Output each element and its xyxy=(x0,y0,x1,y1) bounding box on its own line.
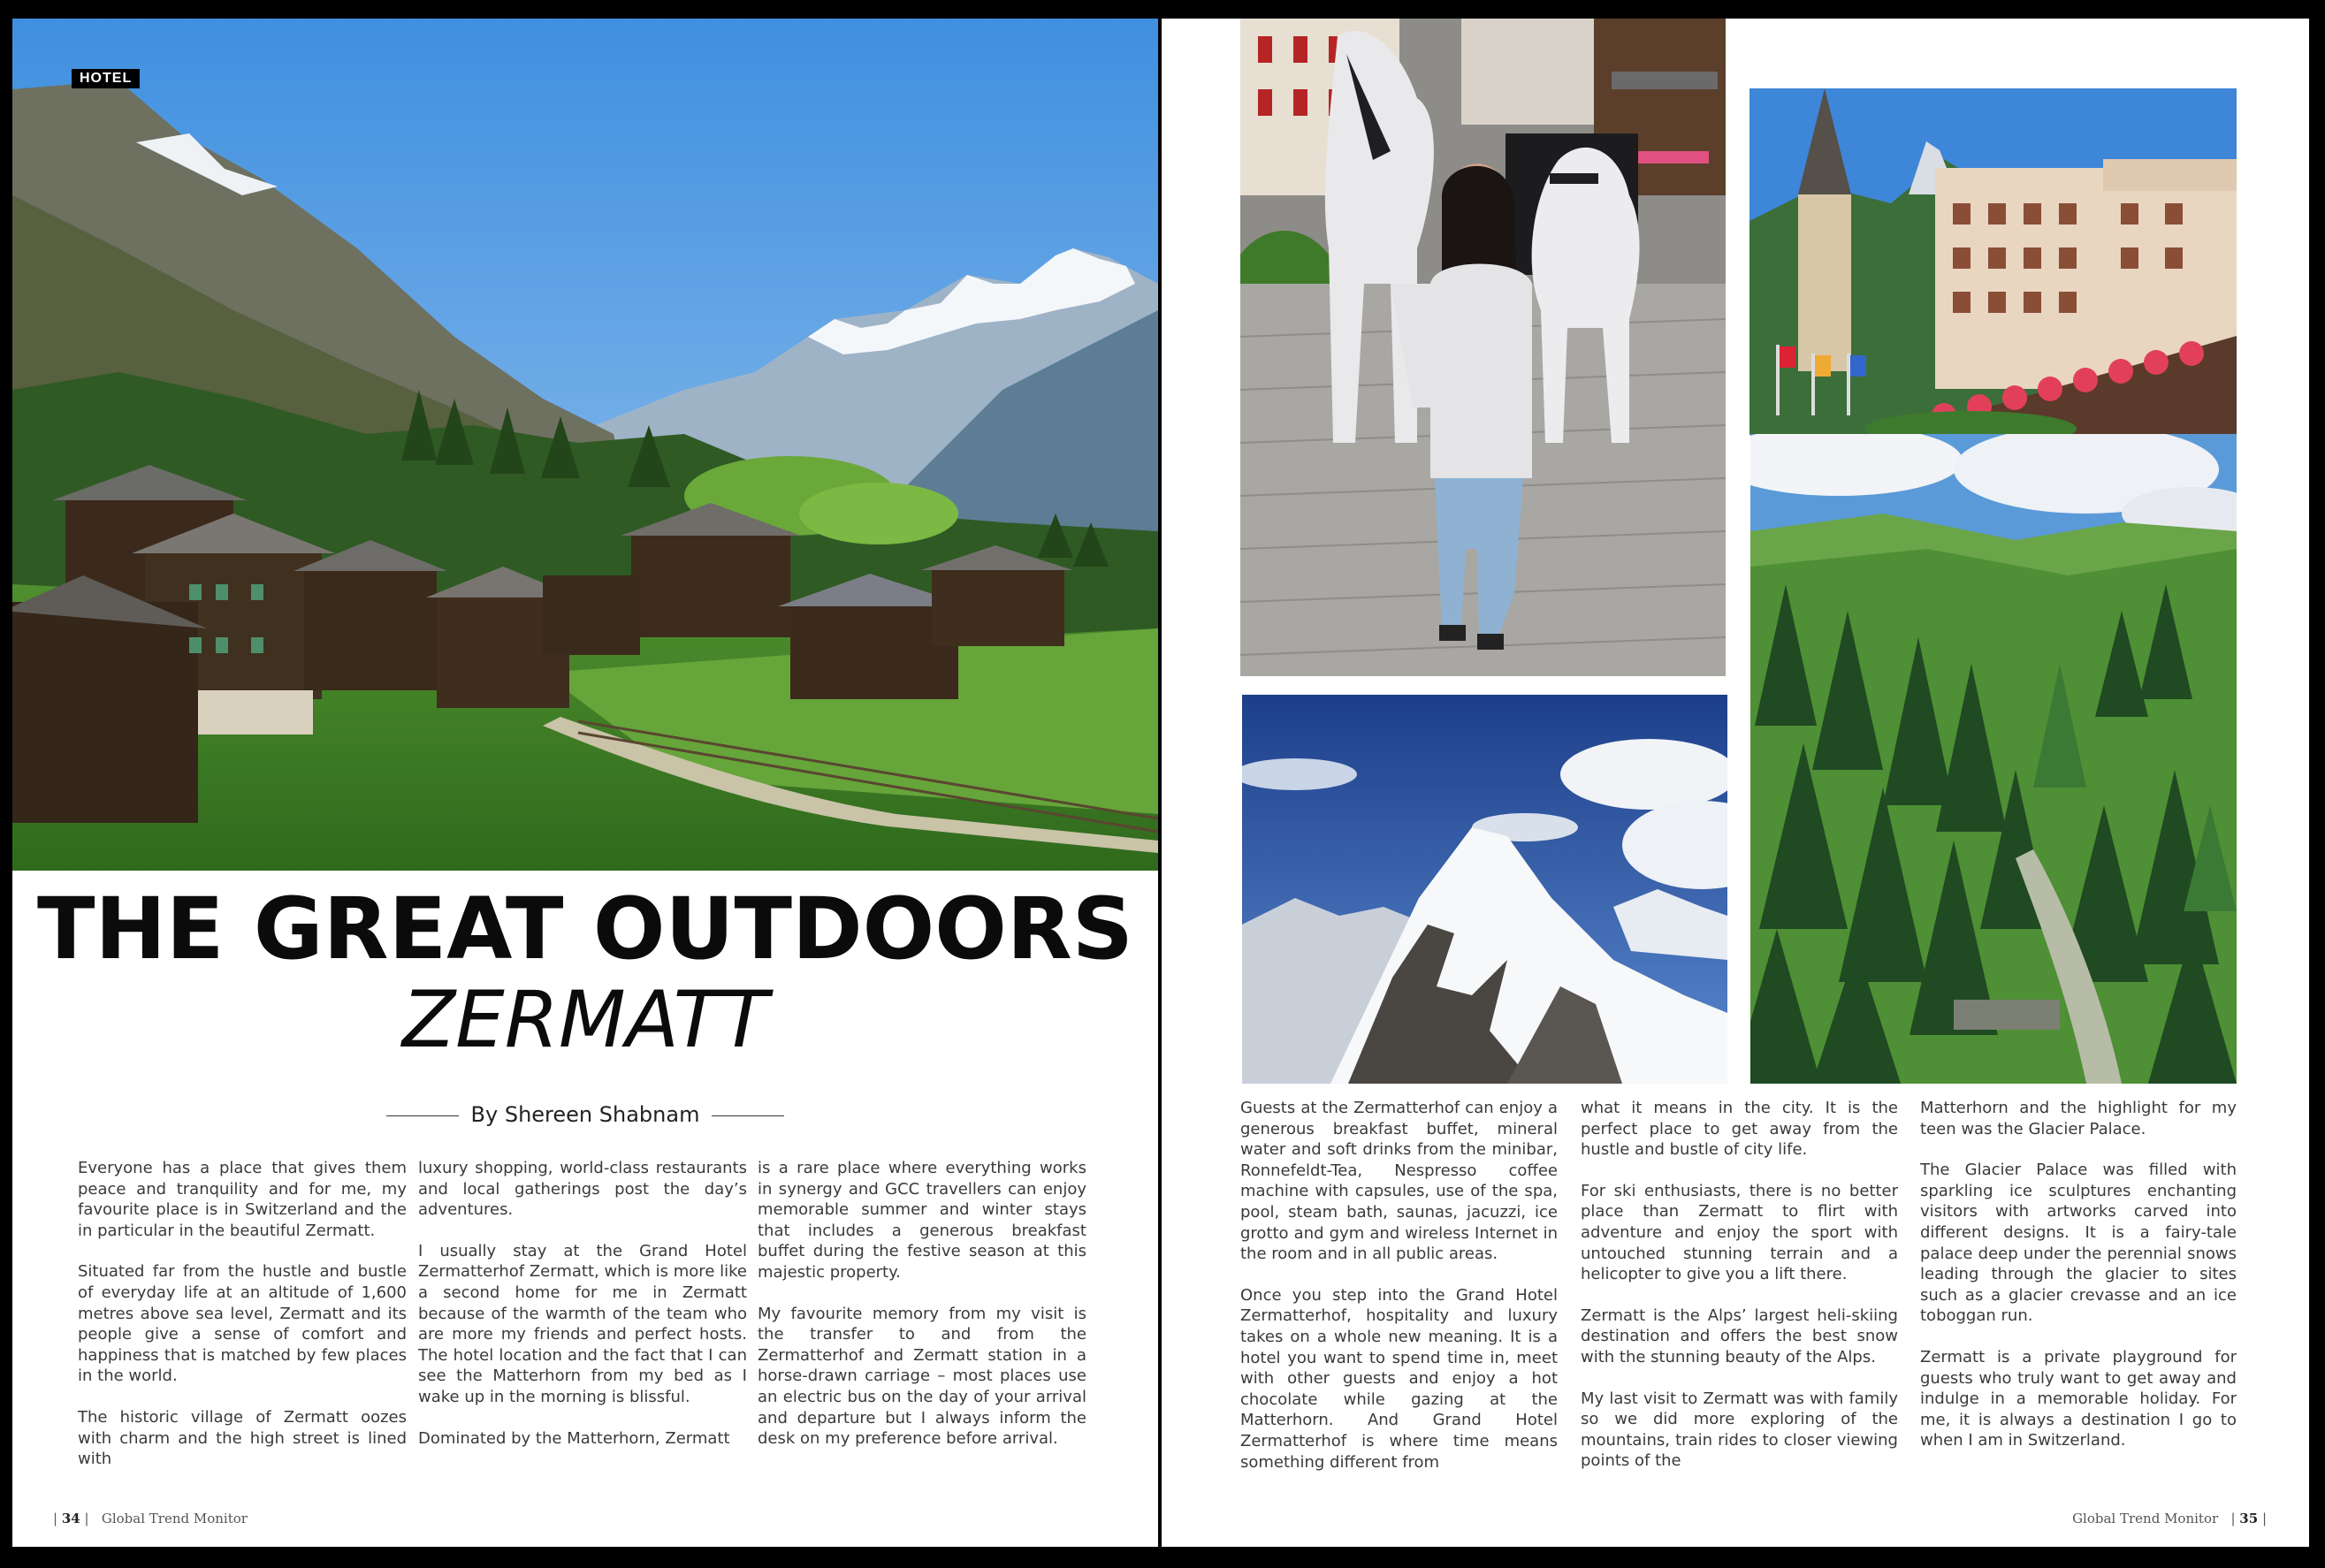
page-number: 34 xyxy=(61,1511,80,1526)
paragraph: what it means in the city. It is the perfect place to get away from the hustle and bustle of city life. xyxy=(1581,1099,1898,1160)
paragraph: For ski enthusiasts, there is no better place than Zermatt to flirt with adventure and enjoy the sport with untouched stunning terrain and a helicopter to give you a lift there. xyxy=(1581,1181,1898,1284)
paragraph: The Glacier Palace was filled with sparkling ice sculptures enchanting visitors with artworks carved into different designs. It is a fairy-tale palace deep under the perennial snows leading through the glacier to sites such as a glacier crevasse and an ice toboggan run. xyxy=(1920,1161,2237,1326)
paragraph: My last visit to Zermatt was with family so we did more exploring of the mountains, train rides to closer viewing points of the xyxy=(1581,1389,1898,1471)
left-column-2 xyxy=(418,1158,747,1469)
left-column-1 xyxy=(78,1158,407,1490)
article-subtitle: ZERMATT xyxy=(401,974,769,1065)
left-column-3 xyxy=(758,1158,1086,1470)
photo-horse-carriage xyxy=(1240,19,1726,676)
paragraph: Once you step into the Grand Hotel Zermatterhof, hospitality and luxury takes on a whole new meaning. It is a hotel you want to spend time in, meet with other guests and enjoy a hot chocolate while gazing at the Matterhorn. And Grand Hotel Zermatterhof is where time means something different from xyxy=(1240,1285,1558,1472)
byline-author: By Shereen Shabnam xyxy=(470,1102,700,1127)
publication-name: Global Trend Monitor xyxy=(2072,1511,2219,1526)
paragraph: Zermatt is a private playground for guests who truly want to get away and indulge in a memorable holiday. For me, it is always a destination I go to when I am in Switzerland. xyxy=(1920,1347,2237,1450)
paragraph: Zermatt is the Alps’ largest heli-skiing destination and offers the best snow with the stunning beauty of the Alps. xyxy=(1581,1305,1898,1366)
byline-rule-left xyxy=(386,1115,459,1116)
right-page xyxy=(1162,19,2309,1547)
photo-snowy-peak xyxy=(1242,695,1727,1084)
page-number: 35 xyxy=(2239,1511,2259,1526)
hero-photo-alpine-village xyxy=(12,19,1158,871)
section-badge: HOTEL xyxy=(72,69,140,88)
publication-name: Global Trend Monitor xyxy=(101,1511,248,1526)
right-column-3 xyxy=(1920,1098,2237,1472)
left-page xyxy=(12,19,1158,1547)
paragraph: is a rare place where everything works in synergy and GCC travellers can enjoy memorable summer and winter stays that includes a generous breakfast buffet during the festive season at this majestic property. xyxy=(758,1159,1086,1282)
right-column-1 xyxy=(1240,1098,1558,1493)
paragraph: luxury shopping, world-class restaurants and local gatherings post the day’s adventures. xyxy=(418,1159,747,1220)
photo-forest-valley xyxy=(1750,434,2237,1084)
byline xyxy=(12,1102,1158,1127)
paragraph: Dominated by the Matterhorn, Zermatt xyxy=(418,1428,730,1448)
paragraph: Everyone has a place that gives them peace and tranquility and for me, my favourite place is in Switzerland and the in particular in the beautiful Zermatt. xyxy=(78,1159,407,1240)
folio-left: | 34 | Global Trend Monitor xyxy=(53,1511,248,1526)
paragraph: Guests at the Zermatterhof can enjoy a generous breakfast buffet, mineral water and soft drinks from the minibar, Ronnefeldt-Tea, Nespresso coffee machine with capsules, use of the spa, pool, steam bath, saunas, jacuzzi, ice grotto and gym and wireless Internet in the room and in all public areas. xyxy=(1240,1099,1558,1264)
paragraph: My favourite memory from my visit is the transfer to and from the Zermatterhof and Zermatt station in a horse-drawn carriage – most places use an electric bus on the day of your arrival and departure but I always inform the desk on my preference before arrival. xyxy=(758,1304,1086,1449)
paragraph: Situated far from the hustle and bustle of everyday life at an altitude of 1,600 metres above sea level, Zermatt and its people give a sense of comfort and happiness that is matched by few places in the world. xyxy=(78,1262,407,1386)
right-column-2 xyxy=(1581,1098,1898,1492)
byline-rule-right xyxy=(712,1115,784,1116)
photo-hotel-zermatterhof xyxy=(1749,88,2237,435)
paragraph: The historic village of Zermatt oozes with charm and the high street is lined with xyxy=(78,1407,407,1469)
paragraph: Matterhorn and the highlight for my teen was the Glacier Palace. xyxy=(1920,1099,2237,1138)
paragraph: I usually stay at the Grand Hotel Zermatterhof Zermatt, which is more like a second home for me in Zermatt because of the warmth of the team who are more my friends and perfect hosts. The hotel location and the fact that I can see the Matterhorn from my bed as I wake up in the morning is blissful. xyxy=(418,1241,747,1406)
article-title: THE GREAT OUTDOORS xyxy=(37,879,1133,978)
folio-right: Global Trend Monitor | 35 | xyxy=(2072,1511,2267,1526)
